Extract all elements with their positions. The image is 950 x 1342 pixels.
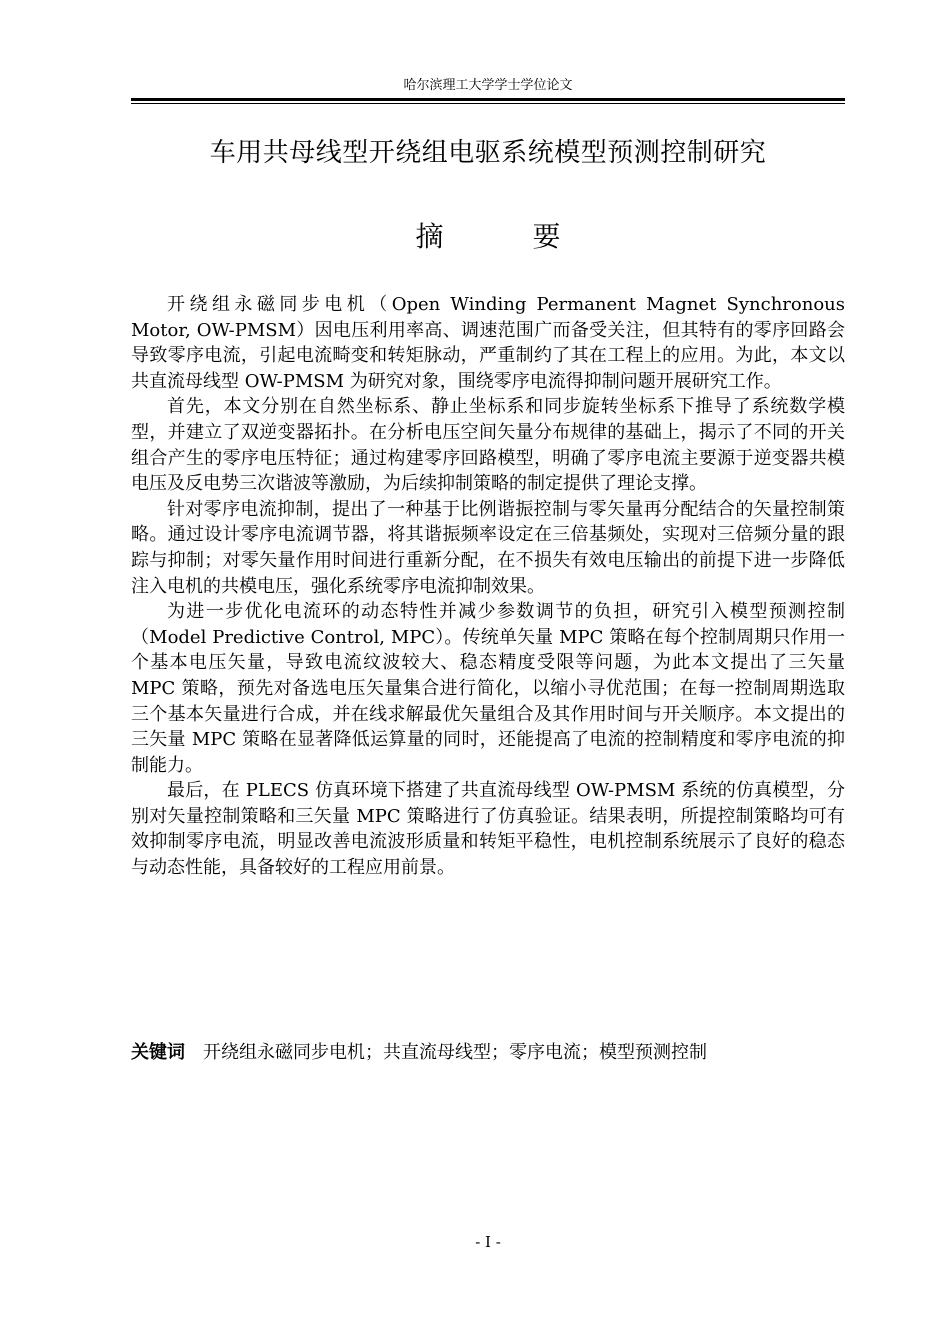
abstract-paragraph-1: 开绕组永磁同步电机（Open Winding Permanent Magnet Synchronous Motor, OW-PMSM）因电压利用率高、调速范围广而备受关注，但其特有的零序回路会导致零序电流，引起电流畸变和转矩脉动，严重制约了其在工程上的应用。为此，本文以共直流母线型 OW-PMSM 为研究对象，围绕零序电流得抑制问题开展研究工作。 xyxy=(131,294,845,392)
keywords-text: 开绕组永磁同步电机；共直流母线型；零序电流；模型预测控制 xyxy=(203,1042,707,1063)
abstract-paragraph-2: 首先，本文分别在自然坐标系、静止坐标系和同步旋转坐标系下推导了系统数学模型，并建立了双逆变器拓扑。在分析电压空间矢量分布规律的基础上，揭示了不同的开关组合产生的零序电压特征；通过构建零序回路模型，明确了零序电流主要源于逆变器共模电压及反电势三次谐波等激励，为后续抑制策略的制定提供了理论支撑。 xyxy=(131,396,845,495)
abstract-paragraph-4: 为进一步优化电流环的动态特性并减少参数调节的负担，研究引入模型预测控制（Model Predictive Control, MPC）。传统单矢量 MPC 策略在每个控制周期只作用一个基本电压矢量，导致电流纹波较大、稳态精度受限等问题，为此本文提出了三矢量 MPC 策略，预先对备选电压矢量集合进行简化，以缩小寻优范围；在每一控制周期选取三个基本矢量进行合成，并在线求解最优矢量组合及其作用时间与开关顺序。本文提出的三矢量 MPC 策略在显著降低运算量的同时，还能提高了电流的控制精度和零序电流的抑制能力。 xyxy=(131,601,845,776)
abstract-heading: 摘 要 xyxy=(415,220,601,253)
abstract-paragraph-3: 针对零序电流抑制，提出了一种基于比例谐振控制与零矢量再分配结合的矢量控制策略。通过设计零序电流调节器，将其谐振频率设定在三倍基频处，实现对三倍频分量的跟踪与抑制；对零矢量作用时间进行重新分配，在不损失有效电压输出的前提下进一步降低注入电机的共模电压，强化系统零序电流抑制效果。 xyxy=(131,498,845,597)
header-rule-thick xyxy=(131,98,845,101)
thesis-title: 车用共母线型开绕组电驱系统模型预测控制研究 xyxy=(209,138,767,168)
page-number: - I - xyxy=(475,1233,501,1251)
keywords-label: 关键词 xyxy=(131,1042,185,1063)
running-header: 哈尔滨理工大学学士学位论文 xyxy=(403,78,573,93)
abstract-body xyxy=(131,292,845,881)
keywords-line xyxy=(131,1040,845,1066)
header-rule-thin xyxy=(131,103,845,104)
abstract-paragraph-5: 最后，在 PLECS 仿真环境下搭建了共直流母线型 OW-PMSM 系统的仿真模型，分别对矢量控制策略和三矢量 MPC 策略进行了仿真验证。结果表明，所提控制策略均可有效抑制零序电流，明显改善电流波形质量和转矩平稳性，电机控制系统展示了良好的稳态与动态性能，具备较好的工程应用前景。 xyxy=(131,780,845,879)
